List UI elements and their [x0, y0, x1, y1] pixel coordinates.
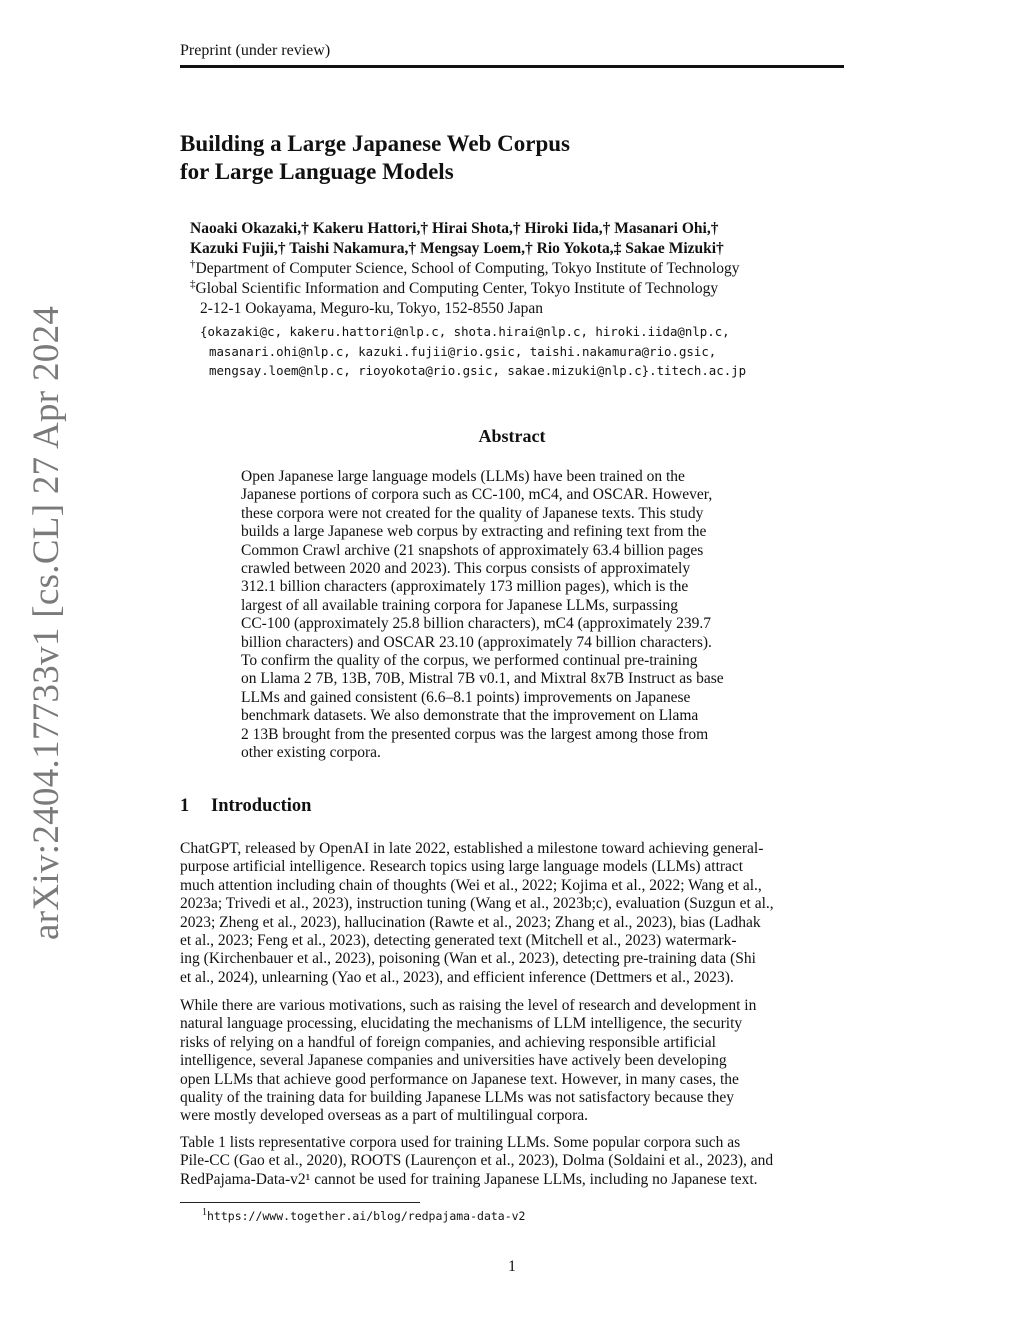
paragraph-line: natural language processing, elucidating the mechanisms of LLM intelligence, the security: [180, 1015, 743, 1033]
email-block: [200, 322, 860, 381]
dagger-mark: †: [190, 257, 196, 270]
paragraph-line: 2023; Zheng et al., 2023), hallucination (Rawte et al., 2023; Zhang et al., 2023), bias (Ladhak: [180, 913, 761, 931]
section-heading-introduction: [180, 796, 311, 817]
author-line-1: Naoaki Okazaki,† Kakeru Hattori,† Hirai Shota,† Hiroki Iida,† Masanari Ohi,†: [190, 220, 719, 237]
paragraph-line: quality of the training data for building Japanese LLMs was not satisfactory because they: [180, 1089, 734, 1107]
paragraph-line: ChatGPT, released by OpenAI in late 2022, established a milestone toward achieving general-: [180, 840, 764, 857]
paragraph-line: RedPajama-Data-v2¹ cannot be used for training Japanese LLMs, including no Japanese text.: [180, 1170, 758, 1188]
ddagger-mark: ‡: [190, 277, 196, 290]
footnote: [202, 1209, 526, 1223]
email-line-3: mengsay.loem@nlp.c, rioyokota@rio.gsic, sakae.mizuki@nlp.c}.titech.ac.jp: [209, 363, 747, 378]
affiliation-ddagger: [190, 279, 850, 299]
abstract-line: LLMs and gained consistent (6.6–8.1 points) improvements on Japanese: [241, 688, 691, 706]
abstract-line: these corpora were not created for the quality of Japanese texts. This study: [241, 504, 704, 522]
abstract-line: Open Japanese large language models (LLMs) have been trained on the: [241, 468, 685, 485]
paragraph-line: purpose artificial intelligence. Research topics using large language models (LLMs) attract: [180, 858, 744, 876]
abstract-line: on Llama 2 7B, 13B, 70B, Mistral 7B v0.1, and Mixtral 8x7B Instruct as base: [241, 670, 724, 688]
paragraph-line: Table 1 lists representative corpora used for training LLMs. Some popular corpora such as: [180, 1134, 741, 1151]
footnote-url[interactable]: https://www.together.ai/blog/redpajama-data-v2: [207, 1209, 526, 1223]
paragraph-line: While there are various motivations, such as raising the level of research and development in: [180, 997, 757, 1014]
abstract-body: [241, 468, 784, 763]
paragraph-line: ing (Kirchenbauer et al., 2023), poisoning (Wan et al., 2023), detecting pre-training data (Shi: [180, 950, 756, 968]
email-line-1: {okazaki@c, kakeru.hattori@nlp.c, shota.hirai@nlp.c, hiroki.iida@nlp.c,: [200, 324, 730, 339]
intro-paragraph-3: [180, 1134, 844, 1189]
abstract-line: crawled between 2020 and 2023). This corpus consists of approximately: [241, 560, 691, 578]
affiliation-dagger: [190, 259, 850, 279]
arxiv-sidebar-stamp: arXiv:2404.17733v1 [cs.CL] 27 Apr 2024: [26, 305, 67, 940]
abstract-line: benchmark datasets. We also demonstrate that the improvement on Llama: [241, 707, 699, 725]
running-head: Preprint (under review): [180, 42, 331, 59]
abstract-line: Japanese portions of corpora such as CC-100, mC4, and OSCAR. However,: [241, 486, 713, 504]
email-line-2: masanari.ohi@nlp.c, kazuki.fujii@rio.gsic, taishi.nakamura@rio.gsic,: [209, 343, 717, 359]
abstract-line: billion characters) and OSCAR 23.10 (approximately 74 billion characters).: [241, 633, 712, 651]
abstract-line: Common Crawl archive (21 snapshots of approximately 63.4 billion pages: [241, 541, 704, 559]
affiliation-dagger-text: Department of Computer Science, School of Computing, Tokyo Institute of Technology: [195, 260, 740, 277]
affiliation-ddagger-text: Global Scientific Information and Computing Center, Tokyo Institute of Technology: [195, 280, 719, 297]
paragraph-line: et al., 2023; Feng et al., 2023), detecting generated text (Mitchell et al., 2023) watermark-: [180, 932, 737, 950]
abstract-heading: Abstract: [478, 426, 546, 446]
paragraph-line: 2023a; Trivedi et al., 2023), instruction tuning (Wang et al., 2023b;c), evaluation (Suzgun et al.,: [180, 895, 774, 913]
section-number: 1: [180, 796, 190, 816]
title-line-1: Building a Large Japanese Web Corpus: [180, 131, 571, 156]
footnote-rule: [180, 1202, 420, 1203]
paragraph-line: were mostly developed overseas as a part of multilingual corpora.: [180, 1107, 589, 1125]
intro-paragraph-2: [180, 997, 844, 1126]
section-title: Introduction: [211, 796, 312, 816]
paragraph-line: risks of relying on a handful of foreign companies, and achieving responsible artificial: [180, 1033, 716, 1051]
address-line: 2-12-1 Ookayama, Meguro-ku, Tokyo, 152-8550 Japan: [200, 300, 544, 317]
paragraph-line: intelligence, several Japanese companies and universities have actively been developing: [180, 1052, 727, 1070]
paragraph-line: et al., 2024), unlearning (Yao et al., 2023), and efficient inference (Dettmers et al., 2023).: [180, 968, 734, 986]
abstract-line: 2 13B brought from the presented corpus was the largest among those from: [241, 725, 709, 743]
header-rule: [180, 65, 844, 68]
page-number: 1: [508, 1258, 516, 1275]
abstract-line: builds a large Japanese web corpus by extracting and refining text from the: [241, 523, 707, 541]
abstract-line: CC-100 (approximately 25.8 billion characters), mC4 (approximately 239.7: [241, 615, 712, 633]
paragraph-line: Pile-CC (Gao et al., 2020), ROOTS (Laurençon et al., 2023), Dolma (Soldaini et al., 2023), and: [180, 1152, 774, 1170]
abstract-line: To confirm the quality of the corpus, we performed continual pre-training: [241, 652, 698, 670]
footnote-mark: 1: [202, 1207, 207, 1219]
intro-paragraph-1: [180, 840, 844, 987]
abstract-line: 312.1 billion characters (approximately 173 million pages), which is the: [241, 578, 689, 596]
abstract-line: largest of all available training corpora for Japanese LLMs, surpassing: [241, 596, 679, 614]
author-line-2: Kazuki Fujii,† Taishi Nakamura,† Mengsay Loem,† Rio Yokota,‡ Sakae Mizuki†: [190, 240, 724, 257]
paper-title: [180, 130, 844, 186]
title-line-2: for Large Language Models: [180, 159, 454, 184]
paragraph-line: much attention including chain of thoughts (Wei et al., 2022; Kojima et al., 2022; Wang et al.,: [180, 876, 762, 894]
paragraph-line: open LLMs that achieve good performance on Japanese text. However, in many cases, the: [180, 1070, 739, 1088]
author-block: [190, 219, 850, 319]
abstract-line: other existing corpora.: [241, 744, 381, 762]
